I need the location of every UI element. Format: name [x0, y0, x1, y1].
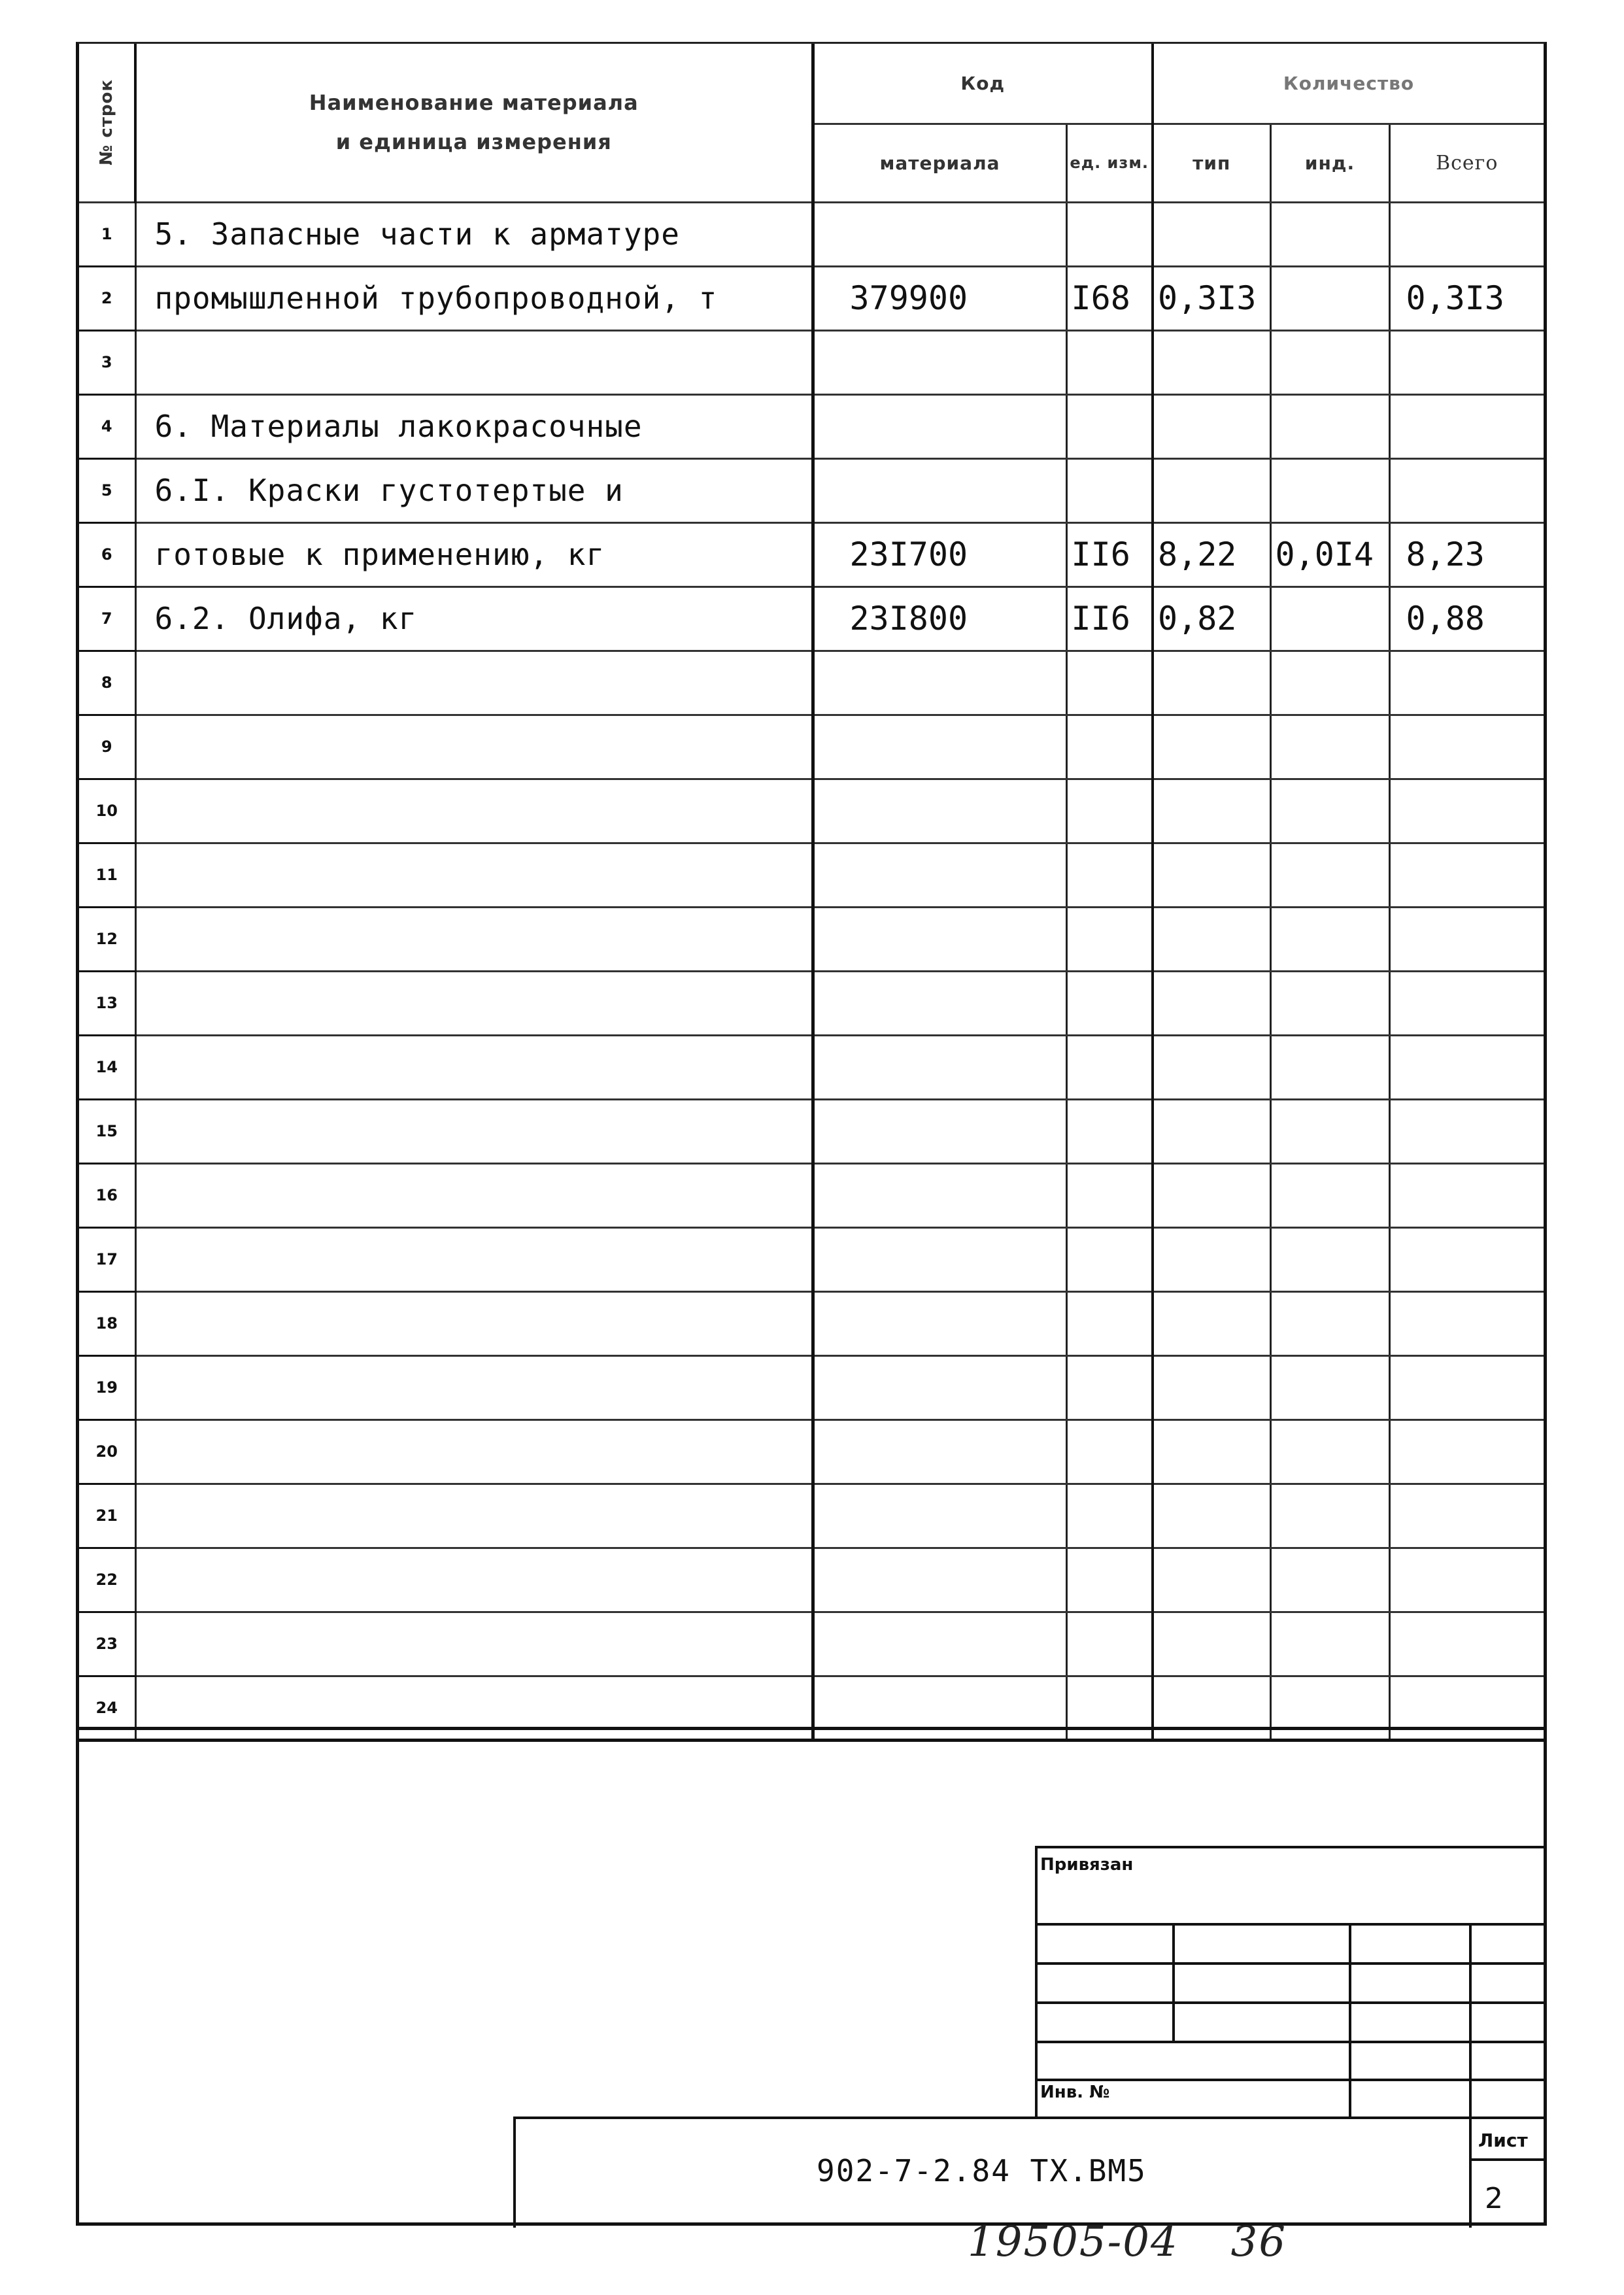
- unit-code: [1066, 458, 1153, 522]
- sheet-cell-divider: [1469, 2116, 1472, 2228]
- header-code-group: Код: [813, 44, 1153, 124]
- qty-total: [1389, 1612, 1544, 1676]
- material-code: 23I700: [813, 522, 1066, 586]
- qty-ind: [1270, 1420, 1389, 1484]
- qty-total: [1389, 394, 1544, 458]
- table-row: [79, 202, 1544, 266]
- material-name: [135, 971, 813, 1035]
- unit-code: [1066, 1099, 1153, 1163]
- qty-total: [1389, 202, 1544, 266]
- header-qty-ind: инд.: [1270, 124, 1389, 202]
- qty-total: [1389, 843, 1544, 907]
- table-row: [79, 1227, 1544, 1291]
- material-code: [813, 1420, 1066, 1484]
- material-code: [813, 1163, 1066, 1227]
- qty-typ: [1153, 1548, 1270, 1612]
- header-code-material: материала: [813, 124, 1066, 202]
- row-number: 20: [79, 1420, 135, 1484]
- material-code: [813, 651, 1066, 715]
- material-code: 23I800: [813, 586, 1066, 651]
- inv-no-label: Инв. №: [1040, 2082, 1110, 2102]
- qty-total: [1389, 779, 1544, 843]
- material-code: [813, 971, 1066, 1035]
- qty-total: [1389, 330, 1544, 394]
- archive-page: 36: [1230, 2218, 1287, 2266]
- qty-total: [1389, 1163, 1544, 1227]
- qty-ind: [1270, 330, 1389, 394]
- binding-vline-3: [1469, 1923, 1472, 2116]
- qty-total: [1389, 1676, 1544, 1740]
- qty-total: [1389, 651, 1544, 715]
- header-qty-total: Всего: [1389, 124, 1544, 202]
- row-number: 22: [79, 1548, 135, 1612]
- binding-line-5: [1035, 2079, 1544, 2081]
- document-code: 902-7-2.84 ТХ.ВМ5: [817, 2153, 1147, 2188]
- unit-code: [1066, 971, 1153, 1035]
- material-code: [813, 394, 1066, 458]
- material-name: 5. Запасные части к арматуре: [135, 202, 813, 266]
- qty-typ: [1153, 1291, 1270, 1355]
- qty-total: [1389, 907, 1544, 971]
- unit-code: [1066, 779, 1153, 843]
- unit-code: II6: [1066, 586, 1153, 651]
- qty-total: [1389, 715, 1544, 779]
- material-name: [135, 907, 813, 971]
- qty-ind: [1270, 586, 1389, 651]
- qty-total: 8,23: [1389, 522, 1544, 586]
- qty-ind: [1270, 1227, 1389, 1291]
- unit-code: [1066, 202, 1153, 266]
- header-qty-typ: тип: [1153, 124, 1270, 202]
- material-name: [135, 843, 813, 907]
- material-code: [813, 1355, 1066, 1420]
- qty-ind: [1270, 971, 1389, 1035]
- qty-ind: [1270, 202, 1389, 266]
- row-number: 12: [79, 907, 135, 971]
- table-row: [79, 1420, 1544, 1484]
- material-name: готовые к применению, кг: [135, 522, 813, 586]
- table-row: [79, 1548, 1544, 1612]
- qty-typ: [1153, 1035, 1270, 1099]
- qty-typ: [1153, 907, 1270, 971]
- binding-line-3: [1035, 2001, 1544, 2004]
- material-code: [813, 907, 1066, 971]
- material-name: [135, 1035, 813, 1099]
- material-code: [813, 1484, 1066, 1548]
- unit-code: [1066, 1355, 1153, 1420]
- material-name: [135, 1420, 813, 1484]
- binding-line-2: [1035, 1962, 1544, 1965]
- qty-ind: [1270, 1676, 1389, 1740]
- sheet-number: 2: [1485, 2182, 1503, 2215]
- unit-code: [1066, 1291, 1153, 1355]
- header-row-number: № строк: [79, 44, 135, 202]
- table-row: [79, 458, 1544, 522]
- table-row: [79, 1099, 1544, 1163]
- material-name: 6.I. Краски густотертые и: [135, 458, 813, 522]
- unit-code: II6: [1066, 522, 1153, 586]
- qty-typ: 8,22: [1153, 522, 1270, 586]
- qty-total: [1389, 1484, 1544, 1548]
- material-name: [135, 1612, 813, 1676]
- qty-ind: [1270, 266, 1389, 330]
- binding-stamp: [1035, 1846, 1544, 2116]
- row-number: 4: [79, 394, 135, 458]
- qty-typ: [1153, 715, 1270, 779]
- unit-code: [1066, 651, 1153, 715]
- unit-code: [1066, 1227, 1153, 1291]
- unit-code: [1066, 715, 1153, 779]
- row-number: 3: [79, 330, 135, 394]
- unit-code: [1066, 907, 1153, 971]
- unit-code: I68: [1066, 266, 1153, 330]
- material-code: [813, 1548, 1066, 1612]
- header-name: [135, 44, 813, 202]
- row-number: 14: [79, 1035, 135, 1099]
- qty-total: 0,88: [1389, 586, 1544, 651]
- material-code: [813, 843, 1066, 907]
- qty-total: [1389, 458, 1544, 522]
- qty-typ: [1153, 1484, 1270, 1548]
- row-number: 24: [79, 1676, 135, 1740]
- material-code: [813, 1612, 1066, 1676]
- table-row: [79, 779, 1544, 843]
- table-row: [79, 1355, 1544, 1420]
- row-number: 21: [79, 1484, 135, 1548]
- qty-typ: [1153, 1420, 1270, 1484]
- material-code: [813, 779, 1066, 843]
- material-name: 6.2. Олифа, кг: [135, 586, 813, 651]
- row-number: 9: [79, 715, 135, 779]
- row-number: 23: [79, 1612, 135, 1676]
- qty-ind: [1270, 1035, 1389, 1099]
- table-row: [79, 586, 1544, 651]
- table-row: [79, 1163, 1544, 1227]
- material-name: [135, 1099, 813, 1163]
- table-row: [79, 1484, 1544, 1548]
- binding-line-4: [1035, 2041, 1544, 2043]
- material-code: 379900: [813, 266, 1066, 330]
- qty-typ: [1153, 1676, 1270, 1740]
- material-code: [813, 715, 1066, 779]
- material-name: [135, 651, 813, 715]
- unit-code: [1066, 1163, 1153, 1227]
- qty-total: [1389, 1291, 1544, 1355]
- unit-code: [1066, 330, 1153, 394]
- row-number: 17: [79, 1227, 135, 1291]
- material-name: [135, 1548, 813, 1612]
- qty-typ: 0,82: [1153, 586, 1270, 651]
- material-name: [135, 1676, 813, 1740]
- qty-typ: [1153, 202, 1270, 266]
- qty-ind: [1270, 1163, 1389, 1227]
- binding-line-1: [1035, 1923, 1544, 1926]
- qty-typ: [1153, 394, 1270, 458]
- qty-typ: [1153, 1612, 1270, 1676]
- unit-code: [1066, 1484, 1153, 1548]
- material-code: [813, 458, 1066, 522]
- header-name-line1: Наименование материала: [309, 90, 639, 116]
- row-number: 2: [79, 266, 135, 330]
- qty-typ: [1153, 1355, 1270, 1420]
- material-name: [135, 1291, 813, 1355]
- table-row: [79, 522, 1544, 586]
- material-name: [135, 715, 813, 779]
- table-row: [79, 1035, 1544, 1099]
- qty-typ: [1153, 1163, 1270, 1227]
- row-number: 19: [79, 1355, 135, 1420]
- qty-total: [1389, 1355, 1544, 1420]
- sheet-label: Лист: [1478, 2130, 1528, 2151]
- qty-ind: [1270, 715, 1389, 779]
- header-row-top: [79, 44, 1544, 124]
- qty-ind: [1270, 1355, 1389, 1420]
- privyazan-label: Привязан: [1040, 1855, 1134, 1875]
- archive-stamp: [968, 2218, 1287, 2266]
- qty-total: [1389, 1420, 1544, 1484]
- material-name: промышленной трубопроводной, т: [135, 266, 813, 330]
- material-name: [135, 1355, 813, 1420]
- row-number: 8: [79, 651, 135, 715]
- row-number: 7: [79, 586, 135, 651]
- table-row: [79, 907, 1544, 971]
- qty-typ: [1153, 971, 1270, 1035]
- material-code: [813, 1035, 1066, 1099]
- archive-number: 19505-04: [968, 2218, 1179, 2266]
- qty-ind: [1270, 1291, 1389, 1355]
- table-row: [79, 394, 1544, 458]
- material-code: [813, 330, 1066, 394]
- material-name: [135, 779, 813, 843]
- row-number: 6: [79, 522, 135, 586]
- unit-code: [1066, 1676, 1153, 1740]
- qty-typ: [1153, 651, 1270, 715]
- specification-sheet: [76, 42, 1547, 2226]
- material-name: 6. Материалы лакокрасочные: [135, 394, 813, 458]
- materials-table: [79, 44, 1544, 1742]
- binding-vline-2: [1349, 1923, 1351, 2116]
- table-row: [79, 715, 1544, 779]
- unit-code: [1066, 1035, 1153, 1099]
- header-name-line2: и единица измерения: [335, 129, 612, 155]
- table-row: [79, 1676, 1544, 1740]
- qty-ind: [1270, 458, 1389, 522]
- table-row: [79, 971, 1544, 1035]
- unit-code: [1066, 1612, 1153, 1676]
- row-number: 11: [79, 843, 135, 907]
- material-code: [813, 1676, 1066, 1740]
- table-row: [79, 330, 1544, 394]
- row-number: 1: [79, 202, 135, 266]
- material-name: [135, 1484, 813, 1548]
- qty-total: [1389, 1548, 1544, 1612]
- binding-vline-1: [1172, 1923, 1175, 2043]
- qty-typ: [1153, 843, 1270, 907]
- sheet-cell-rule: [1469, 2158, 1544, 2161]
- header-quantity-group: Количество: [1153, 44, 1544, 124]
- qty-ind: [1270, 1484, 1389, 1548]
- material-name: [135, 330, 813, 394]
- table-body: [79, 202, 1544, 1740]
- unit-code: [1066, 843, 1153, 907]
- qty-ind: [1270, 1099, 1389, 1163]
- qty-total: [1389, 971, 1544, 1035]
- row-number: 13: [79, 971, 135, 1035]
- unit-code: [1066, 1548, 1153, 1612]
- material-code: [813, 1099, 1066, 1163]
- table-row: [79, 651, 1544, 715]
- table-row: [79, 266, 1544, 330]
- qty-ind: [1270, 1548, 1389, 1612]
- row-number: 5: [79, 458, 135, 522]
- row-number: 18: [79, 1291, 135, 1355]
- qty-typ: [1153, 1227, 1270, 1291]
- qty-total: [1389, 1227, 1544, 1291]
- row-number: 15: [79, 1099, 135, 1163]
- row-number: 10: [79, 779, 135, 843]
- qty-ind: 0,0I4: [1270, 522, 1389, 586]
- qty-total: [1389, 1035, 1544, 1099]
- header-code-unit: ед. изм.: [1066, 124, 1153, 202]
- qty-typ: [1153, 1099, 1270, 1163]
- qty-ind: [1270, 394, 1389, 458]
- qty-ind: [1270, 779, 1389, 843]
- title-block-top-rule: [79, 1727, 1544, 1730]
- material-code: [813, 202, 1066, 266]
- table-row: [79, 1612, 1544, 1676]
- qty-typ: [1153, 458, 1270, 522]
- material-name: [135, 1227, 813, 1291]
- qty-total: [1389, 1099, 1544, 1163]
- table-row: [79, 1291, 1544, 1355]
- qty-typ: 0,3I3: [1153, 266, 1270, 330]
- qty-ind: [1270, 651, 1389, 715]
- material-code: [813, 1227, 1066, 1291]
- qty-typ: [1153, 779, 1270, 843]
- qty-ind: [1270, 907, 1389, 971]
- table-row: [79, 843, 1544, 907]
- qty-total: 0,3I3: [1389, 266, 1544, 330]
- unit-code: [1066, 394, 1153, 458]
- material-name: [135, 1163, 813, 1227]
- unit-code: [1066, 1420, 1153, 1484]
- qty-ind: [1270, 1612, 1389, 1676]
- qty-ind: [1270, 843, 1389, 907]
- row-number: 16: [79, 1163, 135, 1227]
- material-code: [813, 1291, 1066, 1355]
- qty-typ: [1153, 330, 1270, 394]
